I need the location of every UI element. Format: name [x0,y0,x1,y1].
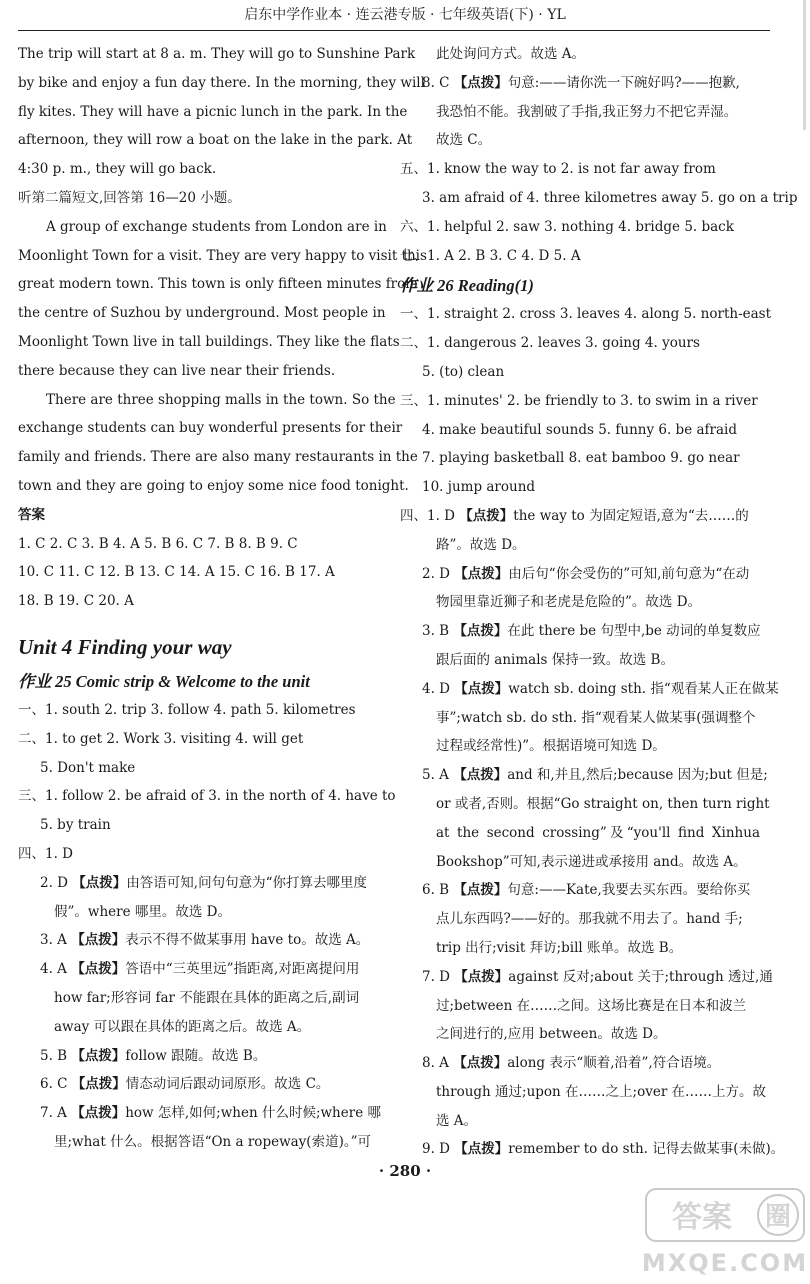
tip-marker: 【点拨】 [454,680,509,697]
answer-line: 5. Don't make [40,759,136,776]
text-line: A group of exchange students from London are in [46,218,387,235]
answer-explanation: 4. A 【点拨】答语中“三英里远”指距离,对距离提问用 [40,961,360,978]
text-line: town and they are going to enjoy some nice food tonight. [18,477,409,494]
svg-text:答案: 答案 [672,1200,732,1235]
answer-explanation: 过;between 在……之间。这场比赛是在日本和波兰 [436,997,747,1014]
text-line: afternoon, they will row a boat on the lake in the park. At [18,132,413,149]
answer-explanation: 点儿东西吗?——好的。那我就不用去了。hand 手; [436,911,743,928]
homework-26-title: 作业 26 Reading(1) [400,276,534,296]
text-line: family and friends. There are also many restaurants in the [18,449,418,466]
answer-explanation: 我恐怕不能。我割破了手指,我正努力不把它弄湿。 [436,103,738,120]
answer-explanation: trip 出行;visit 拜访;bill 账单。故选 B。 [436,939,683,956]
right-column [400,40,798,1164]
unit-title: Unit 4 Finding your way [18,634,232,659]
passage-2-intro: 听第二篇短文,回答第 16—20 小题。 [18,189,241,206]
tip-marker: 【点拨】 [71,961,126,978]
answer-line: 4. make beautiful sounds 5. funny 6. be afraid [422,421,737,438]
tip-marker: 【点拨】 [72,874,127,891]
text-line: Moonlight Town for a visit. They are very happy to visit this [18,247,427,264]
answer-line: 三、1. minutes' 2. be friendly to 3. to swim in a river [400,392,758,409]
text-line: exchange students can buy wonderful presents for their [18,420,403,437]
tip-marker: 【点拨】 [454,1141,509,1158]
answer-explanation: at the second crossing”及“you'll find Xinhua [436,824,760,841]
page-edge-mark [800,0,810,130]
answer-line: 二、1. to get 2. Work 3. visiting 4. will get [18,730,304,747]
tip-marker: 【点拨】 [459,507,514,524]
header-rule [18,30,770,31]
answer-explanation: 四、1. D 【点拨】the way to 为固定短语,意为“去……的 [400,507,749,524]
answer-explanation: 路”。故选 D。 [436,536,526,553]
answer-explanation: 假”。where 哪里。故选 D。 [54,903,231,920]
answer-explanation: 2. D 【点拨】由答语可知,问句句意为“你打算去哪里度 [40,874,367,891]
text-line: There are three shopping malls in the town. So the [46,391,396,408]
answer-explanation: 4. D 【点拨】watch sb. doing sth. 指“观看某人正在做某 [422,680,779,697]
answer-explanation: 5. A 【点拨】and 和,并且,然后;because 因为;but 但是; [422,767,768,784]
text-line: by bike and enjoy a fun day there. In the morning, they will [18,74,425,91]
answer-explanation: 7. A 【点拨】how 怎样,如何;when 什么时候;where 哪 [40,1105,381,1122]
answers-label: 答案 [18,506,45,523]
answer-line: 10. jump around [422,479,536,496]
text-line: The trip will start at 8 a. m. They will go to Sunshine Park [18,46,416,62]
answer-explanation: 里;what 什么。根据答语“On a ropeway(索道)。”可 [54,1133,371,1150]
text-line: the centre of Suzhou by underground. Most people in [18,305,386,322]
passage-2-paragraph-2 [18,386,418,501]
answer-line: 四、1. D [18,845,73,862]
watermark-logo [640,1185,810,1280]
answer-explanation: 6. B 【点拨】句意:——Kate,我要去买东西。要给你买 [422,882,751,899]
answer-explanation: Bookshop”可知,表示递进或承接用 and。故选 A。 [436,853,747,870]
answer-explanation: 9. D 【点拨】remember to do sth. 记得去做某事(未做)。 [422,1141,785,1158]
homework-26-answers [400,300,785,1164]
answer-explanation: 物园里靠近狮子和老虎是危险的”。故选 D。 [436,594,702,611]
text-line: fly kites. They will have a picnic lunch in the park. In the [18,103,408,120]
answer-explanation: 此处询问方式。故选 A。 [436,46,586,62]
answer-line: 二、1. dangerous 2. leaves 3. going 4. yours [400,335,700,352]
homework-25-answers-continued [400,40,798,270]
page-number: · 280 · [378,1162,432,1180]
answer-line: 一、1. south 2. trip 3. follow 4. path 5. kilometres [18,701,356,718]
text-line: Moonlight Town live in tall buildings. They like the flats [18,333,400,350]
passage-2-paragraph-1 [18,213,427,386]
answer-explanation: 跟后面的 animals 保持一致。故选 B。 [436,651,674,668]
answer-explanation: through 通过;upon 在……之上;over 在……上方。故 [436,1083,767,1100]
tip-marker: 【点拨】 [71,1047,126,1064]
answer-line: 3. am afraid of 4. three kilometres away 5. go on a trip [422,189,798,206]
answer-line: 7. playing basketball 8. eat bamboo 9. go near [422,450,740,467]
svg-text:圈: 圈 [764,1202,792,1232]
tip-marker: 【点拨】 [71,932,126,949]
tip-marker: 【点拨】 [454,968,509,985]
homework-25-answers [18,696,396,1157]
answer-explanation: or 或者,否则。根据“Go straight on, then turn right [436,795,770,812]
answer-line: 18. B 19. C 20. A [18,593,134,610]
tip-marker: 【点拨】 [453,767,508,784]
homework-25-title: 作业 25 Comic strip & Welcome to the unit [18,671,310,691]
answer-explanation: 故选 C。 [436,132,492,149]
text-line: there because they can live near their friends. [18,362,336,379]
tip-marker: 【点拨】 [453,623,508,640]
answer-key [18,530,378,616]
answer-explanation: 8. A 【点拨】along 表示“顺着,沿着”,符合语境。 [422,1055,721,1072]
answer-explanation: away 可以跟在具体的距离之后。故选 A。 [54,1018,311,1035]
tip-marker: 【点拨】 [453,1055,508,1072]
answer-line: 一、1. straight 2. cross 3. leaves 4. along 5. north-east [400,306,772,323]
answer-line: 10. C 11. C 12. B 13. C 14. A 15. C 16. B 17. A [18,564,335,581]
answer-explanation: 2. D 【点拨】由后句“你会受伤的”可知,前句意为“在动 [422,565,750,582]
left-column [18,40,427,1157]
text-line: 4:30 p. m., they will go back. [18,161,217,178]
answer-explanation: 3. A 【点拨】表示不得不做某事用 have to。故选 A。 [40,932,370,949]
svg-text:MXQE.COM: MXQE.COM [641,1249,809,1277]
answer-explanation: 5. B 【点拨】follow 跟随。故选 B。 [40,1047,267,1064]
answer-line: 五、1. know the way to 2. is not far away from [400,161,716,178]
answer-line: 1. C 2. C 3. B 4. A 5. B 6. C 7. B 8. B 9. C [18,535,298,552]
running-header: 启东中学作业本 · 连云港专版 · 七年级英语(下) · YL [244,7,566,23]
tip-marker: 【点拨】 [454,565,509,582]
answer-explanation: 7. D 【点拨】against 反对;about 关于;through 透过,通 [422,968,773,985]
answer-explanation: how far;形容词 far 不能跟在具体的距离之后,副词 [54,989,360,1006]
answer-line: 5. by train [40,817,111,834]
tip-marker: 【点拨】 [453,882,508,899]
answer-explanation: 8. C 【点拨】句意:——请你洗一下碗好吗?——抱歉, [422,74,740,91]
answer-explanation: 选 A。 [436,1112,478,1129]
text-line: great modern town. This town is only fifteen minutes from [18,276,419,293]
tip-marker: 【点拨】 [71,1076,126,1093]
answer-explanation: 3. B 【点拨】在此 there be 句型中,be 动词的单复数应 [422,623,761,640]
answer-line: 三、1. follow 2. be afraid of 3. in the north of 4. have to [18,788,396,805]
answer-line: 七、1. A 2. B 3. C 4. D 5. A [400,247,581,264]
answer-explanation: 事”;watch sb. do sth. 指“观看某人做某事(强调整个 [436,709,756,726]
tip-marker: 【点拨】 [71,1105,126,1122]
answer-explanation: 之间进行的,应用 between。故选 D。 [436,1026,667,1043]
passage-1 [18,40,425,184]
answer-explanation: 过程或经常性)”。根据语境可知选 D。 [436,738,666,755]
answer-explanation: 6. C 【点拨】情态动词后跟动词原形。故选 C。 [40,1076,330,1093]
answer-line: 5. (to) clean [422,363,505,380]
tip-marker: 【点拨】 [453,74,508,91]
answer-line: 六、1. helpful 2. saw 3. nothing 4. bridge 5. back [400,218,734,235]
